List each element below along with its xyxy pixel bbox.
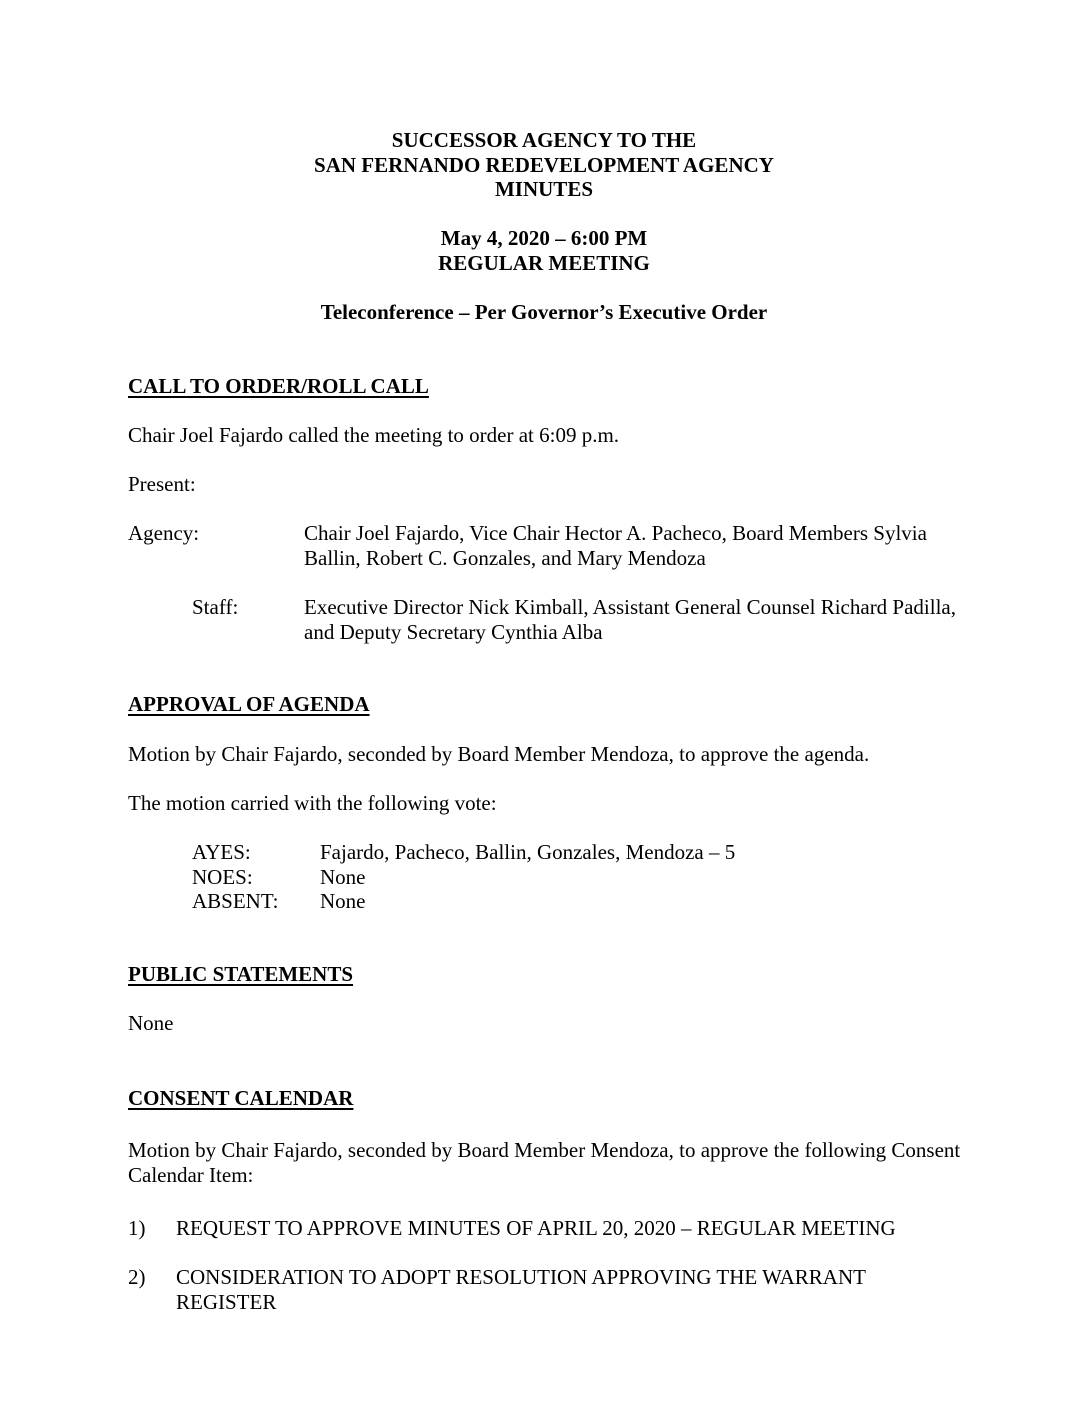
consent-calendar-heading: CONSENT CALENDAR: [128, 1086, 354, 1110]
consent-item-title: CONSIDERATION TO ADOPT RESOLUTION APPROVING THE WARRANT: [176, 1265, 866, 1289]
vote-ayes-value: Fajardo, Pacheco, Ballin, Gonzales, Mendoza – 5: [320, 840, 736, 864]
staff-label: Staff:: [192, 595, 239, 619]
agency-members-line-2: Ballin, Robert C. Gonzales, and Mary Mendoza: [304, 545, 706, 570]
public-statements-heading: PUBLIC STATEMENTS: [128, 962, 354, 986]
public-statements-text: None: [128, 1011, 174, 1035]
vote-ayes-label: AYES:: [192, 840, 251, 864]
vote-absent-value: None: [320, 889, 366, 913]
call-to-order-text: Chair Joel Fajardo called the meeting to order at 6:09 p.m.: [128, 423, 620, 447]
staff-members-line-1: Executive Director Nick Kimball, Assistant General Counsel Richard Padilla,: [304, 595, 957, 619]
meeting-date-time: May 4, 2020 – 6:00 PM: [440, 226, 648, 250]
consent-item-number: 2): [128, 1265, 146, 1289]
consent-item-title: REQUEST TO APPROVE MINUTES OF APRIL 20, 2020 – REGULAR MEETING: [176, 1216, 896, 1240]
consent-motion-line-1: Motion by Chair Fajardo, seconded by Board Member Mendoza, to approve the following Consent: [128, 1138, 961, 1162]
agency-label: Agency:: [128, 521, 200, 545]
call-to-order-heading: CALL TO ORDER/ROLL CALL: [128, 374, 429, 398]
vote-intro-text: The motion carried with the following vote:: [128, 791, 497, 815]
approval-of-agenda-heading: APPROVAL OF AGENDA: [128, 692, 370, 716]
agency-members-line-1: Chair Joel Fajardo, Vice Chair Hector A. Pacheco, Board Members Sylvia: [304, 521, 927, 545]
consent-item-number: 1): [128, 1216, 146, 1240]
agency-title-line-1: SUCCESSOR AGENCY TO THE: [391, 128, 697, 152]
vote-noes-label: NOES:: [192, 864, 253, 889]
meeting-location: Teleconference – Per Governor’s Executive Order: [320, 300, 768, 324]
vote-noes-value: None: [320, 864, 366, 889]
consent-item-title-continued: REGISTER: [176, 1289, 277, 1314]
staff-members-line-2: and Deputy Secretary Cynthia Alba: [304, 619, 603, 644]
agency-title-line-2: SAN FERNANDO REDEVELOPMENT AGENCY: [314, 152, 774, 177]
document-title: MINUTES: [494, 177, 594, 201]
vote-absent-label: ABSENT:: [192, 889, 279, 913]
consent-motion-line-2: Calendar Item:: [128, 1162, 254, 1187]
present-label: Present:: [128, 472, 196, 496]
agenda-motion-text: Motion by Chair Fajardo, seconded by Board Member Mendoza, to approve the agenda.: [128, 742, 870, 766]
meeting-type: REGULAR MEETING: [438, 250, 650, 275]
